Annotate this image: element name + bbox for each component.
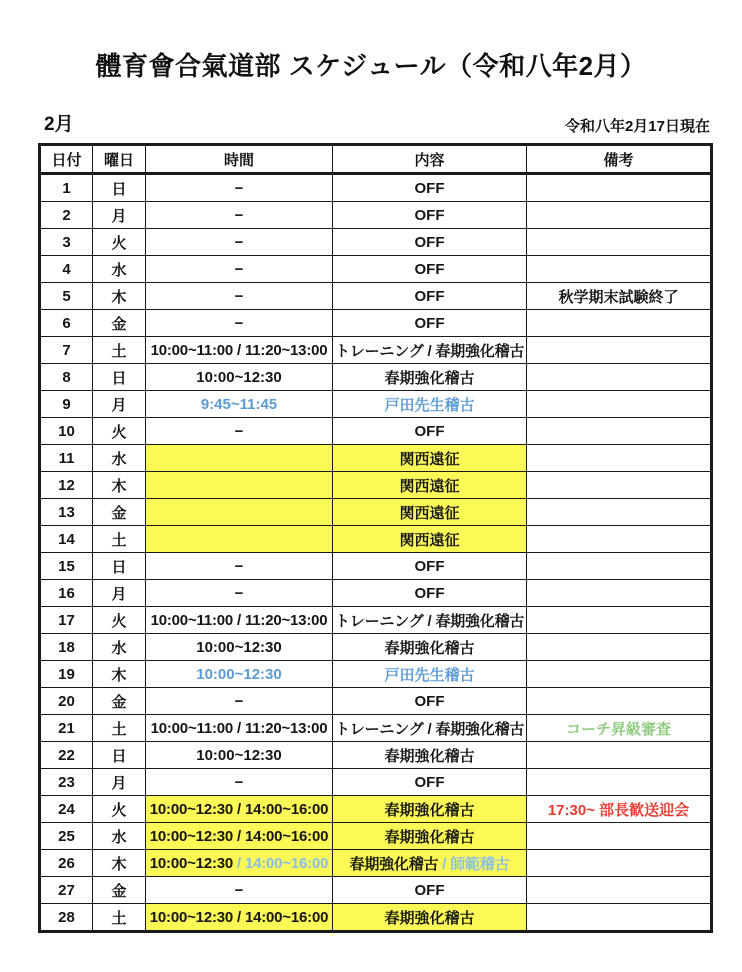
weekday-cell: 土 [93, 715, 146, 742]
text-segment: 17:30~ 部長歓送迎会 [547, 801, 690, 819]
table-row [40, 337, 712, 364]
table-row [40, 742, 712, 769]
table-row [40, 499, 712, 526]
note-cell [527, 202, 712, 229]
content-cell [333, 174, 527, 202]
content-cell [333, 688, 527, 715]
time-cell [146, 418, 333, 445]
header-content: 内容 [333, 145, 527, 174]
note-cell [527, 174, 712, 202]
time-cell [146, 769, 333, 796]
content-cell [333, 499, 527, 526]
text-segment: 10:00~12:30 [196, 368, 282, 386]
text-segment: コーチ昇級審査 [565, 720, 671, 738]
weekday-cell: 土 [93, 337, 146, 364]
table-row [40, 364, 712, 391]
weekday-cell: 日 [93, 174, 146, 202]
weekday-cell: 木 [93, 283, 146, 310]
date-cell: 10 [40, 418, 93, 445]
note-cell [527, 499, 712, 526]
text-segment: 秋学期末試験終了 [558, 288, 679, 306]
header-date: 日付 [40, 145, 93, 174]
text-segment: OFF [414, 179, 445, 197]
weekday-cell: 火 [93, 607, 146, 634]
text-segment: − [234, 179, 244, 197]
text-segment: 10:00~12:30 / 14:00~16:00 [149, 827, 329, 845]
text-segment: OFF [414, 287, 445, 305]
time-cell [146, 904, 333, 932]
note-cell [527, 364, 712, 391]
text-segment: 春期強化稽古 [384, 909, 475, 927]
text-segment: − [234, 773, 244, 791]
text-segment: 関西遠征 [399, 477, 460, 495]
text-segment: 10:00~12:30 / 14:00~16:00 [149, 908, 329, 926]
weekday-cell: 水 [93, 634, 146, 661]
note-cell [527, 310, 712, 337]
weekday-cell: 日 [93, 553, 146, 580]
note-cell [527, 580, 712, 607]
text-segment: OFF [414, 314, 445, 332]
text-segment: 春期強化稽古 [384, 828, 475, 846]
table-row [40, 202, 712, 229]
header-note: 備考 [527, 145, 712, 174]
date-cell: 22 [40, 742, 93, 769]
text-segment: OFF [414, 233, 445, 251]
time-cell [146, 742, 333, 769]
table-row [40, 472, 712, 499]
time-cell [146, 472, 333, 499]
table-row [40, 310, 712, 337]
time-cell [146, 607, 333, 634]
table-row [40, 526, 712, 553]
note-cell [527, 607, 712, 634]
table-row [40, 904, 712, 932]
table-row [40, 688, 712, 715]
text-segment: − [234, 206, 244, 224]
text-segment: トレーニング / 春期強化稽古 [335, 342, 525, 360]
text-segment: OFF [414, 584, 445, 602]
date-cell: 4 [40, 256, 93, 283]
table-row [40, 715, 712, 742]
content-cell [333, 526, 527, 553]
time-cell [146, 445, 333, 472]
table-row [40, 174, 712, 202]
weekday-cell: 水 [93, 256, 146, 283]
text-segment: 春期強化稽古 [384, 801, 475, 819]
content-cell [333, 661, 527, 688]
header-row [40, 145, 712, 174]
as-of-date: 令和八年2月17日現在 [564, 118, 710, 135]
text-segment: 春期強化稽古 [384, 747, 475, 765]
text-segment: 関西遠征 [399, 531, 460, 549]
content-cell [333, 283, 527, 310]
date-cell: 5 [40, 283, 93, 310]
time-cell [146, 661, 333, 688]
text-segment: 10:00~12:30 [196, 638, 282, 656]
content-cell [333, 391, 527, 418]
text-segment: 10:00~12:30 [149, 854, 234, 872]
text-segment: OFF [414, 692, 445, 710]
text-segment: 戸田先生稽古 [384, 666, 475, 684]
text-segment: 10:00~11:00 / 11:20~13:00 [150, 341, 328, 359]
time-cell [146, 202, 333, 229]
text-segment: トレーニング / 春期強化稽古 [335, 612, 525, 630]
content-cell [333, 310, 527, 337]
text-segment: OFF [414, 422, 445, 440]
text-segment: 10:00~12:30 [196, 746, 282, 764]
text-segment: − [234, 287, 244, 305]
text-segment: 春期強化稽古 [349, 855, 439, 873]
weekday-cell: 木 [93, 661, 146, 688]
text-segment: OFF [414, 773, 445, 791]
text-segment: / 師範稽古 [438, 855, 510, 873]
note-cell [527, 742, 712, 769]
text-segment: OFF [414, 881, 445, 899]
table-row [40, 418, 712, 445]
text-segment: − [234, 692, 244, 710]
table-row [40, 823, 712, 850]
note-cell [527, 229, 712, 256]
note-cell [527, 391, 712, 418]
schedule-body [40, 174, 712, 932]
time-cell [146, 364, 333, 391]
date-cell: 17 [40, 607, 93, 634]
weekday-cell: 日 [93, 742, 146, 769]
weekday-cell: 金 [93, 688, 146, 715]
text-segment: OFF [414, 260, 445, 278]
text-segment: − [234, 233, 244, 251]
month-label: 2月 [44, 114, 74, 135]
content-cell [333, 445, 527, 472]
header-weekday: 曜日 [93, 145, 146, 174]
weekday-cell: 金 [93, 877, 146, 904]
date-cell: 9 [40, 391, 93, 418]
table-row [40, 661, 712, 688]
text-segment: / 14:00~16:00 [233, 854, 329, 872]
time-cell [146, 526, 333, 553]
note-cell [527, 769, 712, 796]
weekday-cell: 金 [93, 499, 146, 526]
time-cell [146, 553, 333, 580]
time-cell [146, 174, 333, 202]
content-cell [333, 202, 527, 229]
content-cell [333, 418, 527, 445]
time-cell [146, 499, 333, 526]
weekday-cell: 木 [93, 850, 146, 877]
content-cell [333, 256, 527, 283]
content-cell [333, 229, 527, 256]
text-segment: − [234, 557, 244, 575]
weekday-cell: 木 [93, 472, 146, 499]
weekday-cell: 月 [93, 580, 146, 607]
time-cell [146, 580, 333, 607]
text-segment: 10:00~11:00 / 11:20~13:00 [150, 719, 328, 737]
note-cell [527, 715, 712, 742]
date-cell: 24 [40, 796, 93, 823]
time-cell [146, 688, 333, 715]
content-cell [333, 364, 527, 391]
date-cell: 27 [40, 877, 93, 904]
content-cell [333, 553, 527, 580]
date-cell: 18 [40, 634, 93, 661]
schedule-table [38, 143, 713, 933]
content-cell [333, 634, 527, 661]
note-cell [527, 634, 712, 661]
text-segment: − [234, 422, 244, 440]
weekday-cell: 金 [93, 310, 146, 337]
table-row [40, 553, 712, 580]
date-cell: 2 [40, 202, 93, 229]
text-segment: 関西遠征 [399, 504, 460, 522]
text-segment: 10:00~11:00 / 11:20~13:00 [150, 611, 328, 629]
date-cell: 19 [40, 661, 93, 688]
note-cell [527, 337, 712, 364]
text-segment: 10:00~12:30 / 14:00~16:00 [149, 800, 329, 818]
time-cell [146, 850, 333, 877]
date-cell: 28 [40, 904, 93, 932]
weekday-cell: 水 [93, 823, 146, 850]
note-cell [527, 418, 712, 445]
time-cell [146, 256, 333, 283]
date-cell: 26 [40, 850, 93, 877]
text-segment: OFF [414, 206, 445, 224]
note-cell [527, 256, 712, 283]
text-segment: 春期強化稽古 [384, 369, 475, 387]
note-cell [527, 904, 712, 932]
weekday-cell: 火 [93, 229, 146, 256]
content-cell [333, 850, 527, 877]
table-row [40, 256, 712, 283]
text-segment: 10:00~12:30 [196, 665, 282, 683]
date-cell: 12 [40, 472, 93, 499]
text-segment: 関西遠征 [399, 450, 460, 468]
table-row [40, 769, 712, 796]
time-cell [146, 796, 333, 823]
note-cell [527, 661, 712, 688]
content-cell [333, 607, 527, 634]
note-cell [527, 823, 712, 850]
weekday-cell: 火 [93, 418, 146, 445]
note-cell [527, 553, 712, 580]
table-row [40, 607, 712, 634]
note-cell [527, 877, 712, 904]
content-cell [333, 904, 527, 932]
weekday-cell: 月 [93, 391, 146, 418]
text-segment: − [234, 584, 244, 602]
table-row [40, 877, 712, 904]
date-cell: 13 [40, 499, 93, 526]
content-cell [333, 877, 527, 904]
time-cell [146, 715, 333, 742]
note-cell [527, 445, 712, 472]
content-cell [333, 337, 527, 364]
note-cell [527, 850, 712, 877]
text-segment: − [234, 314, 244, 332]
table-row [40, 580, 712, 607]
weekday-cell: 月 [93, 202, 146, 229]
table-row [40, 445, 712, 472]
table-row [40, 283, 712, 310]
content-cell [333, 715, 527, 742]
content-cell [333, 796, 527, 823]
date-cell: 15 [40, 553, 93, 580]
note-cell [527, 526, 712, 553]
table-row [40, 391, 712, 418]
time-cell [146, 823, 333, 850]
date-cell: 23 [40, 769, 93, 796]
note-cell [527, 283, 712, 310]
date-cell: 3 [40, 229, 93, 256]
weekday-cell: 水 [93, 445, 146, 472]
time-cell [146, 634, 333, 661]
note-cell [527, 472, 712, 499]
page-title: 體育會合氣道部 スケジュール（令和八年2月） [95, 51, 647, 81]
content-cell [333, 472, 527, 499]
weekday-cell: 土 [93, 904, 146, 932]
text-segment: 戸田先生稽古 [384, 396, 475, 414]
content-cell [333, 742, 527, 769]
content-cell [333, 769, 527, 796]
text-segment: 春期強化稽古 [384, 639, 475, 657]
content-cell [333, 823, 527, 850]
weekday-cell: 日 [93, 364, 146, 391]
table-row [40, 634, 712, 661]
note-cell [527, 796, 712, 823]
date-cell: 16 [40, 580, 93, 607]
text-segment: − [234, 881, 244, 899]
text-segment: OFF [414, 557, 445, 575]
date-cell: 6 [40, 310, 93, 337]
date-cell: 21 [40, 715, 93, 742]
weekday-cell: 月 [93, 769, 146, 796]
content-cell [333, 580, 527, 607]
date-cell: 25 [40, 823, 93, 850]
text-segment: 9:45~11:45 [200, 395, 278, 413]
text-segment: トレーニング / 春期強化稽古 [335, 720, 525, 738]
weekday-cell: 土 [93, 526, 146, 553]
table-row [40, 796, 712, 823]
note-cell [527, 688, 712, 715]
date-cell: 20 [40, 688, 93, 715]
time-cell [146, 877, 333, 904]
time-cell [146, 310, 333, 337]
time-cell [146, 283, 333, 310]
table-row [40, 850, 712, 877]
date-cell: 11 [40, 445, 93, 472]
text-segment: − [234, 260, 244, 278]
date-cell: 14 [40, 526, 93, 553]
time-cell [146, 391, 333, 418]
time-cell [146, 229, 333, 256]
time-cell [146, 337, 333, 364]
subheader [38, 109, 710, 136]
date-cell: 7 [40, 337, 93, 364]
date-cell: 8 [40, 364, 93, 391]
weekday-cell: 火 [93, 796, 146, 823]
date-cell: 1 [40, 174, 93, 202]
table-row [40, 229, 712, 256]
header-time: 時間 [146, 145, 333, 174]
